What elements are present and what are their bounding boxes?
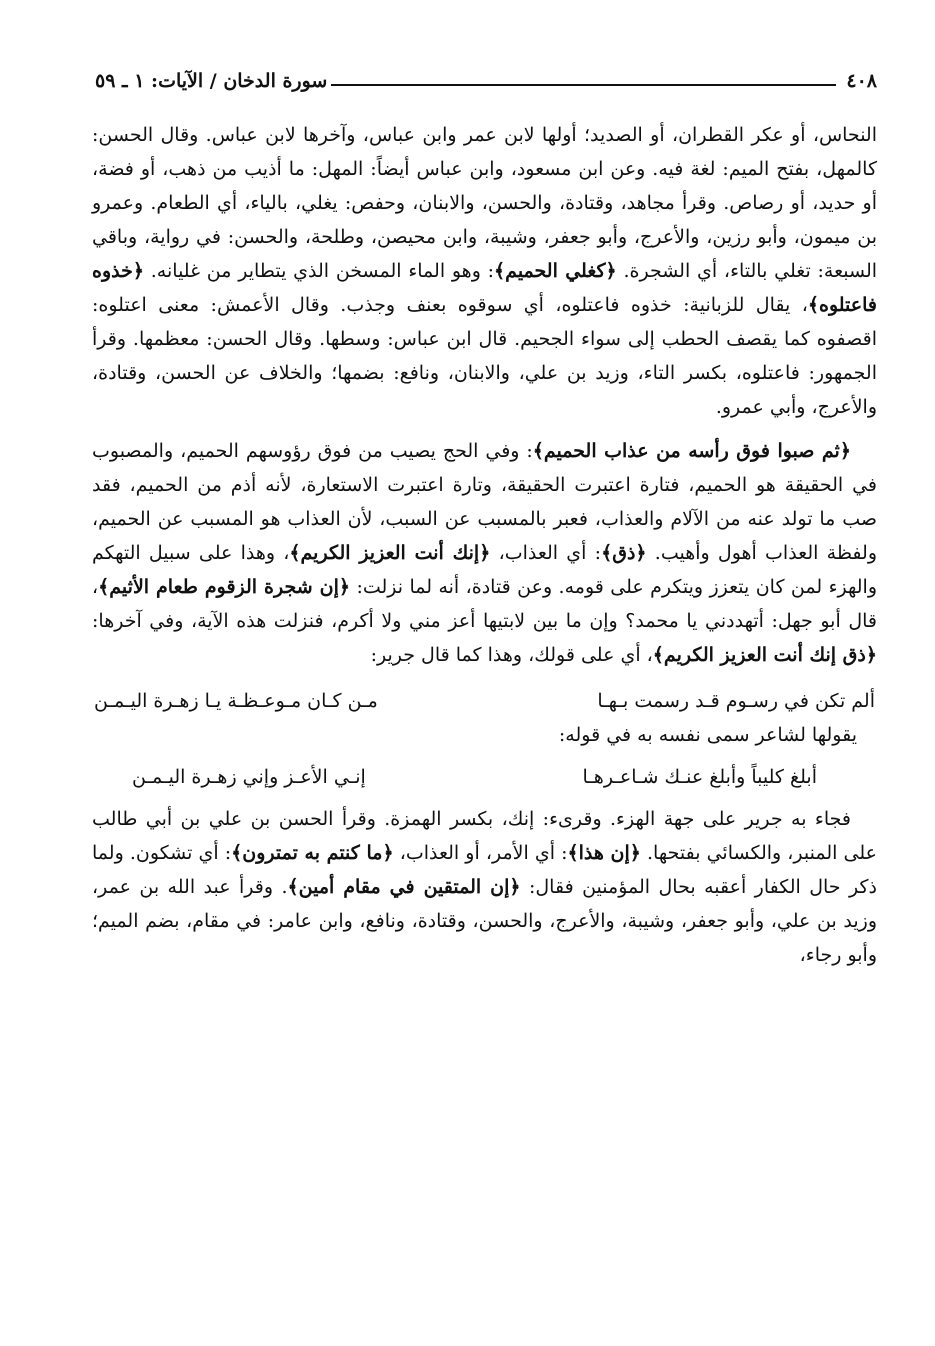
paragraph-text: : أي الأمر، أو العذاب،: [399, 842, 568, 864]
poetry-verse: [92, 684, 877, 718]
paragraph: [92, 118, 877, 424]
quran-quote: ﴿إن شجرة الزقوم طعام الأثيم﴾: [98, 576, 351, 598]
quran-quote: ﴿إن المتقين في مقام أمين﴾: [287, 876, 521, 898]
paragraph: [92, 802, 877, 972]
paragraph-text: ، يقال للزبانية: خذوه فاعتلوه، أي سوقوه بعنف وجذب. وقال الأعمش: معنى اعتلوه: اقصفوه كما يقصف الحطب إلى سواء الجحيم. قال ابن عباس: وسطها. وقال الحسن: معظمها. وقرأ الجمهور: فاعتلوه، بكسر التاء، وزيد بن علي، والابنان، ونافع: بضمها؛ والخلاف عن الحسن، وقتادة، والأعرج، وأبي عمرو.: [92, 294, 877, 418]
page-body: [92, 118, 877, 972]
verse-intro-line: يقولها لشاعر سمى نفسه به في قوله:: [558, 724, 857, 746]
quran-quote: ﴿ثم صبوا فوق رأسه من عذاب الحميم﴾: [532, 440, 851, 462]
quran-quote: ﴿ما كنتم به تمترون﴾: [231, 842, 394, 864]
paragraph-text: ، وهذا على سبيل التهكم والهزء لمن كان يتعزز ويتكرم على قومه. وعن قتادة، أنه لما نزلت:: [92, 542, 877, 598]
paragraph-text: . وقرأ عبد الله بن عمر، وزيد بن علي، وأبو جعفر، وشيبة، والأعرج، والحسن، وقتادة، ونافع، وابن عامر: في مقام، بضم الميم؛ وأبو رجاء،: [92, 876, 877, 966]
paragraph-text: : أي تشكون. ولما ذكر حال الكفار أعقبه بحال المؤمنين فقال:: [92, 842, 877, 898]
paragraph: [92, 434, 877, 672]
quran-quote: ﴿إنك أنت العزيز الكريم﴾: [289, 542, 491, 564]
quran-quote: ﴿خذوه فاعتلوه﴾: [92, 260, 877, 316]
running-title: سورة الدخان / الآيات: ١ ـ ٥٩: [95, 70, 328, 92]
paragraph-text: : وفي الحج يصيب من فوق رؤوسهم الحميم، والمصبوب في الحقيقة هو الحميم، فتارة اعتبرت الحقيقة، وتارة اعتبرت الاستعارة، لأنه أذم من الحميم، فقد صب ما تولد عنه من الآلام والعذاب، فعبر بالمسبب عن السبب، لأن العذاب هو المسبب عن الحميم، ولفظة العذاب أهول وأهيب.: [92, 440, 877, 564]
verse-first-hemistich: ألم تكن في رسـوم قـد رسمت بـهـا: [597, 690, 875, 712]
paragraph-text: ، قال أبو جهل: أتهددني يا محمد؟ وإن ما بين لابتيها أعز مني ولا أكرم، فنزلت هذه الآية، وفي آخرها:: [92, 576, 877, 632]
page-number: ٤٠٨: [846, 70, 877, 92]
quran-quote: ﴿ذق إنك أنت العزيز الكريم﴾: [652, 644, 877, 666]
paragraph-text: : أي العذاب،: [498, 542, 602, 564]
paragraph-text: ، أي على قولك، وهذا كما قال جرير:: [370, 644, 653, 666]
page-header: [95, 66, 877, 96]
paragraph-text: فجاء به جرير على جهة الهزء. وقرىء: إنك، بكسر الهمزة. وقرأ الحسن بن علي بن أبي طالب على المنبر، والكسائي بفتحها.: [92, 808, 877, 864]
header-rule: [331, 84, 836, 86]
poetry-verse: [92, 760, 877, 794]
verse-second-hemistich: إنـي الأعـز وإني زهـرة اليـمـن: [132, 766, 366, 788]
quran-quote: ﴿كغلي الحميم﴾: [494, 260, 617, 282]
quran-quote: ﴿ذق﴾: [601, 542, 647, 564]
verse-first-hemistich: أبلغ كليباً وأبلغ عنـك شـاعـرهـا: [582, 766, 817, 788]
quran-quote: ﴿إن هذا﴾: [567, 842, 641, 864]
paragraph-text: النحاس، أو عكر القطران، أو الصديد؛ أولها لابن عمر وابن عباس، وآخرها لابن عباس. وقال الحسن: كالمهل، بفتح الميم: لغة فيه. وعن ابن مسعود، وابن عباس أيضاً: المهل: ما أذيب من ذهب، أو فضة، أو حديد، أو رصاص. وقرأ مجاهد، وقتادة، والحسن، والابنان، وحفص: يغلي، بالياء، أي الطعام. وعمرو بن ميمون، وأبو رزين، والأعرج، وأبو جعفر، وشيبة، وابن محيصن، وطلحة، والحسن: في رواية، وباقي السبعة: تغلي بالتاء، أي الشجرة.: [92, 124, 878, 282]
verse-second-hemistich: مـن كـان مـوعـظـة يـا زهـرة اليـمـن: [94, 690, 378, 712]
paragraph-text: : وهو الماء المسخن الذي يتطاير من غليانه.: [150, 260, 495, 282]
